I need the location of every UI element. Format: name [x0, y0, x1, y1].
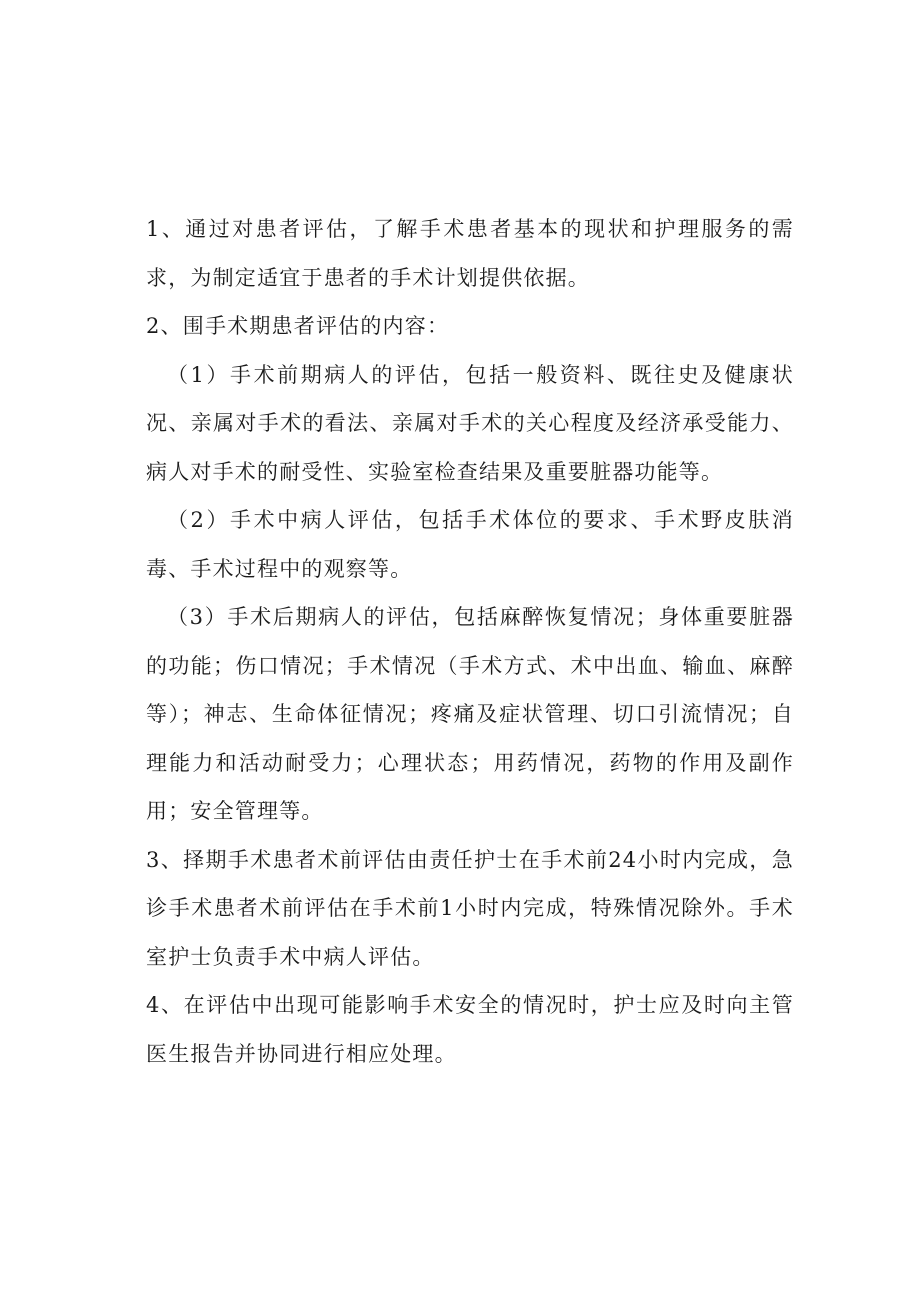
paragraph-1: 1、通过对患者评估，了解手术患者基本的现状和护理服务的需求，为制定适宜于患者的手术计划提供依据。 [146, 217, 794, 290]
paragraph-4: 4、在评估中出现可能影响手术安全的情况时，护士应及时向主管医生报告并协同进行相应处理。 [146, 993, 794, 1066]
paragraph-2: 2、围手术期患者评估的内容： [146, 314, 450, 338]
document-body [146, 205, 794, 1078]
paragraph-2-item-3: （3）手术后期病人的评估，包括麻醉恢复情况；身体重要脏器的功能；伤口情况；手术情况（手术方式、术中出血、输血、麻醉等）；神志、生命体征情况；疼痛及症状管理、切口引流情况；自理能力和活动耐受力；心理状态；用药情况，药物的作用及副作用；安全管理等。 [146, 605, 794, 823]
paragraph-2-item-1: （1）手术前期病人的评估，包括一般资料、既往史及健康状况、亲属对手术的看法、亲属对手术的关心程度及经济承受能力、病人对手术的耐受性、实验室检查结果及重要脏器功能等。 [146, 362, 794, 484]
paragraph-3: 3、择期手术患者术前评估由责任护士在手术前24小时内完成，急诊手术患者术前评估在手术前1小时内完成，特殊情况除外。手术室护士负责手术中病人评估。 [146, 847, 794, 969]
paragraph-2-item-2: （2）手术中病人评估，包括手术体位的要求、手术野皮肤消毒、手术过程中的观察等。 [146, 508, 794, 581]
